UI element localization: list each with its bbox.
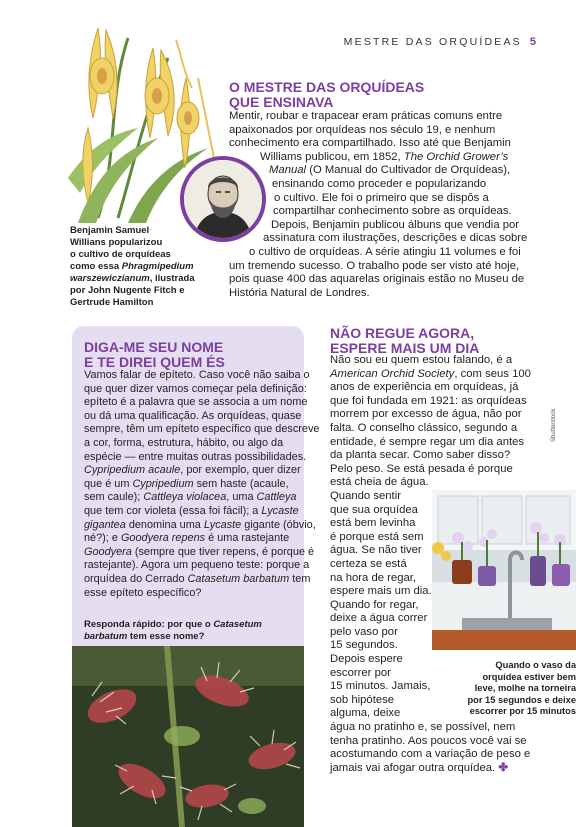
text-line: esse epíteto específico? xyxy=(84,586,202,599)
text-line: é porque está sem xyxy=(330,530,424,543)
text-line: Pelo peso. Se está pesada é porque xyxy=(330,462,513,475)
text-line: na hora de regar, xyxy=(330,571,417,584)
text-line: Vamos falar de epíteto. Caso você não saiba o xyxy=(84,369,310,381)
text-line: American Orchid Society, com seus 100 xyxy=(330,367,531,380)
text-line: Não sou eu quem estou falando, é a xyxy=(330,354,513,366)
text-line: que foi fundada em 1921: as orquídeas xyxy=(330,394,527,407)
text-line: está cheia de água. xyxy=(330,476,429,489)
text-line: pois quase 400 das aquarelas originais estão no Museu de xyxy=(229,273,525,286)
text-line: a cor, forma, estrutura, hábito, ou algo da xyxy=(84,436,284,449)
end-mark-icon: ✤ xyxy=(498,761,508,774)
text-line: Manual (O Manual do Cultivador de Orquídeas), xyxy=(269,164,511,177)
text-line: conhecimento era compartilhado. Isso até que Benjamin xyxy=(229,137,511,150)
text-line: gigantea denomina uma Lycaste gigante (óbvio, xyxy=(84,518,316,531)
text-line: espécie — entre muitas outras possibilidades. xyxy=(84,450,307,463)
text-line: Quando for regar, xyxy=(330,598,419,611)
running-header xyxy=(344,36,536,48)
text-line: água no pratinho e, se possível, nem xyxy=(330,721,516,734)
catasetum-barbatum-photo xyxy=(72,646,304,827)
text-line: sem caule); Cattleya violacea, uma Cattleya xyxy=(84,491,297,504)
text-line: né?); e Goodyera repens é uma rastejante xyxy=(84,532,290,545)
text-line: Depois espere xyxy=(330,653,403,666)
text-line: está bem levinha xyxy=(330,517,416,530)
page-number: 5 xyxy=(529,36,536,48)
text-line: deixe a água correr xyxy=(330,612,428,625)
text-line: pelo vaso por xyxy=(330,625,398,638)
text-line: que tem cor violeta (essa foi fácil); a Lycaste xyxy=(84,504,299,517)
article1-title: O MESTRE DAS ORQUÍDEAS QUE ENSINAVA xyxy=(229,79,425,110)
text-line: compartilhar conhecimento sobre as orquídeas. xyxy=(273,205,512,218)
box-title: DIGA-ME SEU NOME E TE DIREI QUEM ÉS xyxy=(84,339,225,370)
photo-credit: Shutterstock xyxy=(551,408,557,442)
text-line: apaixonados por orquídeas nos século 19, e nenhum xyxy=(229,123,496,136)
text-line: sob hipótese xyxy=(330,693,395,706)
text-line: Quando sentir xyxy=(330,489,401,502)
text-line: ou dá uma qualificação. As orquídeas, quase xyxy=(84,409,302,422)
text-line: rastejante). Agora um pequeno teste: porque a xyxy=(84,559,310,572)
text-line: ensinando como proceder e popularizando xyxy=(272,177,487,190)
text-line: falta. O conselho clássico, segundo a xyxy=(330,421,518,434)
text-line: escorrer por xyxy=(330,666,391,679)
text-line: Williams publicou, em 1852, The Orchid Grower’s xyxy=(260,150,509,163)
text-line: jamais vai afogar outra orquídea. ✤ xyxy=(330,761,508,774)
article1-caption: Benjamin Samuel Willians popularizou o cultivo de orquídeas como essa Phragmipedium warszewiczianum, ilustrada por John Nugente Fitch e Gertrude Hamilton xyxy=(70,225,195,308)
text-line: anos de experiência em orquídeas, já xyxy=(330,381,519,394)
text-line: assinatura com ilustrações, descrições e dicas sobre xyxy=(263,232,528,245)
text-line: orquídea do Cerrado Catasetum barbatum tem xyxy=(84,572,311,585)
text-line: água. Se não tiver xyxy=(330,544,422,557)
orchids-sink-photo xyxy=(432,490,576,650)
article2-title: NÃO REGUE AGORA, ESPERE MAIS UM DIA xyxy=(330,325,480,356)
text-line: o cultivo. Ele foi o primeiro que se dispôs a xyxy=(274,191,489,204)
text-line: espere mais um dia. xyxy=(330,585,432,598)
text-line: Cypripedium acaule, por exemplo, quer dizer xyxy=(84,464,301,477)
text-line: da planta secar. Como saber disso? xyxy=(330,449,511,462)
text-line: História Natural de Londres. xyxy=(229,286,370,299)
text-line: que sua orquídea xyxy=(330,503,418,516)
article1-body xyxy=(229,110,529,300)
text-line: que quer dizer vamos começar pela definição: xyxy=(84,382,307,395)
text-line: morrem por excesso de água, não por xyxy=(330,408,522,421)
box-body xyxy=(84,369,320,600)
text-line: entidade, é sempre regar um dia antes xyxy=(330,435,525,448)
text-line: tenha pratinho. Aos poucos você vai se xyxy=(330,734,527,747)
text-line: Goodyera (sempre que tiver repens, é porque é xyxy=(84,545,315,558)
box-question: Responda rápido: por que o Catasetum barbatum tem esse nome? xyxy=(84,619,262,642)
text-line: certeza se está xyxy=(330,557,407,570)
section-title: MESTRE DAS ORQUÍDEAS xyxy=(343,36,522,48)
text-line: acostumando com a variação de peso e xyxy=(330,748,531,761)
text-line: 15 minutos. Jamais, xyxy=(330,680,431,693)
text-line: sempre, têm um epíteto específico que descreve xyxy=(84,423,320,436)
text-line: o cultivo de orquídeas. A série atingiu 11 volumes e foi xyxy=(249,245,521,258)
text-line: um tremendo sucesso. O trabalho pode ser visto até hoje, xyxy=(229,259,520,272)
text-line: Depois, Benjamin publicou álbuns que vendia por xyxy=(271,218,520,231)
sink-caption: Quando o vaso da orquídea estiver bem leve, molhe na torneira por 15 segundos e deixe escorrer por 15 minutos xyxy=(467,660,576,717)
text-line: que é um Cypripedium sem haste (acaule, xyxy=(84,477,289,490)
text-line: 15 segundos. xyxy=(330,639,398,652)
text-line: epíteto é a palavra que se associa a um nome xyxy=(84,396,308,409)
text-line: Mentir, roubar e trapacear eram práticas comuns entre xyxy=(229,110,503,122)
text-line: alguma, deixe xyxy=(330,707,401,720)
